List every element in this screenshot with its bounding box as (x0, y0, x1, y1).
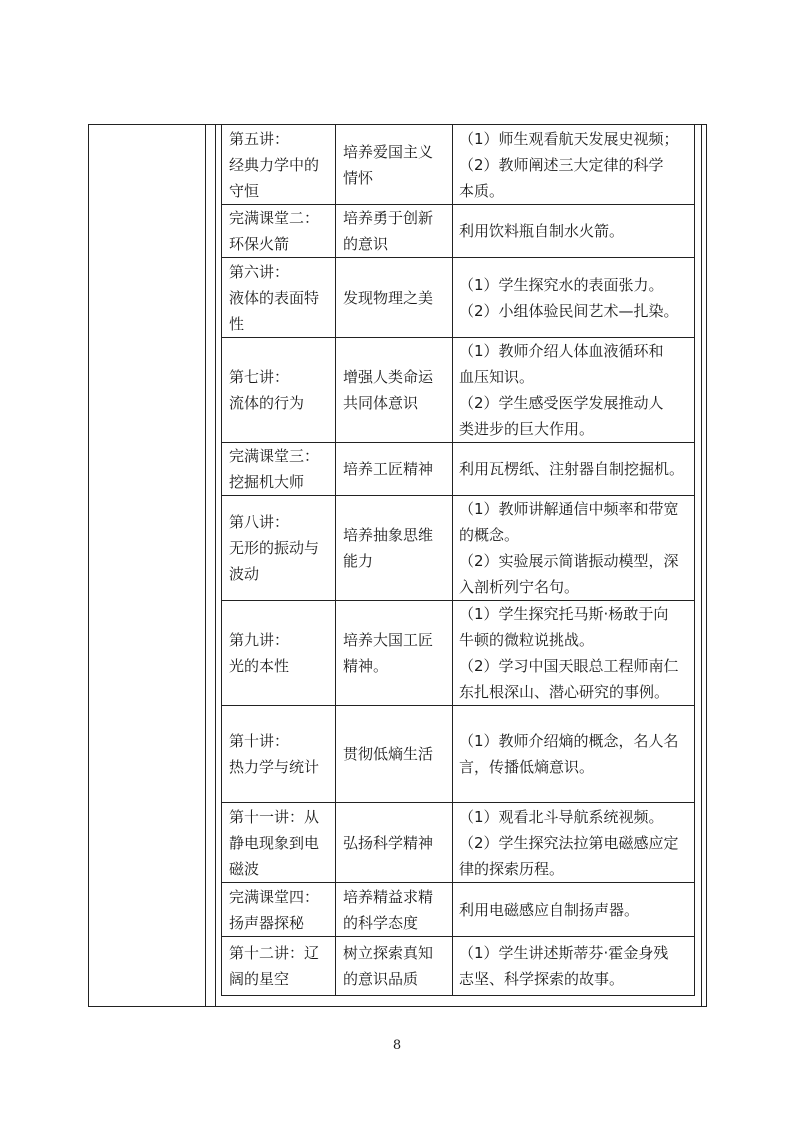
goal-cell-text-line: 能力 (343, 552, 374, 570)
lecture-cell-text-line: 第十讲： (229, 732, 290, 750)
outer-table-left-border (88, 124, 89, 1007)
goal-cell-text-line: 贯彻低熵生活 (343, 745, 434, 763)
lecture-cell-text-line: 热力学与统计 (229, 758, 320, 776)
lecture-cell (222, 706, 336, 803)
lecture-cell-text-line: 性 (229, 314, 245, 333)
lecture-cell (222, 443, 336, 496)
activity-cell (453, 205, 695, 258)
lecture-cell-text-line: 守恒 (229, 181, 260, 200)
goal-cell (336, 803, 453, 883)
outer-table-bottom-border (88, 1006, 707, 1007)
goal-cell-text-line: 增强人类命运 (343, 368, 434, 386)
lecture-cell-text-line: 阔的星空 (229, 970, 290, 988)
activity-cell-text-line: 牛顿的微粒说挑战。 (459, 631, 595, 649)
lecture-cell-text-line: 第十二讲：辽 (229, 944, 320, 962)
lecture-cell-text-line: 挖掘机大师 (229, 473, 305, 491)
activity-cell-text-line: （1）教师讲解通信中频率和带宽 (459, 500, 679, 518)
goal-cell-text-line: 培养抽象思维 (343, 526, 434, 544)
table-row (222, 803, 695, 883)
activity-cell-text-line: 利用瓦楞纸、注射器自制挖掘机。 (459, 460, 685, 478)
lecture-cell (222, 803, 336, 883)
lecture-cell-text-line: 完满课堂四： (229, 887, 320, 906)
outer-column-divider (205, 124, 206, 1007)
activity-cell-text-line: 东扎根深山、潜心研究的事例。 (459, 683, 670, 701)
activity-cell-text-line: （2）学生探究法拉第电磁感应定 (459, 833, 679, 852)
goal-cell (336, 601, 453, 706)
lecture-cell (222, 601, 336, 706)
goal-cell-text-line: 的意识品质 (343, 970, 419, 988)
lecture-cell (222, 338, 336, 443)
goal-cell (336, 706, 453, 803)
activity-cell (453, 706, 695, 803)
activity-cell-text-line: （1）学生探究水的表面张力。 (459, 275, 664, 294)
activity-cell (453, 496, 695, 601)
activity-cell (453, 937, 695, 996)
lecture-cell (222, 883, 336, 937)
table-row (222, 443, 695, 496)
table-row (222, 496, 695, 601)
goal-cell-text-line: 培养爱国主义 (343, 142, 434, 161)
goal-cell-text-line: 的意识 (343, 235, 389, 253)
page-number: 8 (392, 1038, 402, 1053)
goal-cell-text-line: 情怀 (343, 168, 374, 187)
lecture-cell (222, 496, 336, 601)
lecture-cell-text-line: 无形的振动与 (229, 539, 320, 557)
goal-cell (336, 496, 453, 601)
lecture-cell-text-line: 光的本性 (229, 657, 290, 675)
activity-cell-text-line: 本质。 (459, 181, 505, 200)
table-row (222, 338, 695, 443)
lecture-cell-text-line: 静电现象到电 (229, 833, 320, 852)
goal-cell-text-line: 培养大国工匠 (343, 631, 434, 649)
activity-cell-text-line: （2）学习中国天眼总工程师南仁 (459, 657, 679, 675)
goal-cell (336, 937, 453, 996)
activity-cell-text-line: （2）教师阐述三大定律的科学 (459, 155, 664, 174)
lecture-cell-text-line: 第六讲： (229, 262, 290, 281)
activity-cell (453, 258, 695, 338)
activity-cell-text-line: 利用饮料瓶自制水火箭。 (459, 222, 625, 240)
table-row (222, 937, 695, 996)
lecture-cell-text-line: 经典力学中的 (229, 155, 320, 174)
table-row (222, 706, 695, 803)
table-row (222, 601, 695, 706)
goal-cell-text-line: 的科学态度 (343, 913, 419, 932)
goal-cell (336, 338, 453, 443)
inner-cell-left-border (215, 124, 216, 1007)
activity-cell-text-line: 志坚、科学探索的故事。 (459, 970, 625, 988)
activity-cell-text-line: 言，传播低熵意识。 (459, 758, 595, 776)
lecture-cell (222, 205, 336, 258)
activity-cell-text-line: 的概念。 (459, 526, 520, 544)
goal-cell (336, 125, 453, 205)
table-row (222, 125, 695, 205)
activity-cell-text-line: 利用电磁感应自制扬声器。 (459, 900, 640, 919)
activity-cell-text-line: （1）教师介绍人体血液循环和 (459, 342, 664, 360)
activity-cell-text-line: （1）师生观看航天发展史视频； (459, 129, 679, 148)
lecture-cell-text-line: 完满课堂二： (229, 209, 320, 227)
goal-cell-text-line: 精神。 (343, 657, 389, 675)
goal-cell (336, 883, 453, 937)
lecture-cell-text-line: 波动 (229, 565, 260, 583)
goal-cell-text-line: 发现物理之美 (343, 288, 434, 307)
goal-cell-text-line: 培养勇于创新 (343, 209, 434, 227)
activity-cell-text-line: （2）小组体验民间艺术—扎染。 (459, 301, 679, 320)
outer-table-right-border (706, 124, 707, 1007)
goal-cell (336, 443, 453, 496)
activity-cell-text-line: （1）教师介绍熵的概念，名人名 (459, 732, 679, 750)
course-schedule-table (221, 124, 695, 996)
goal-cell-text-line: 共同体意识 (343, 394, 419, 412)
lecture-cell-text-line: 流体的行为 (229, 394, 305, 412)
goal-cell-text-line: 树立探索真知 (343, 944, 434, 962)
course-schedule-rows (222, 125, 695, 996)
inner-cell-right-border (701, 124, 702, 1007)
activity-cell (453, 601, 695, 706)
activity-cell-text-line: （1）观看北斗导航系统视频。 (459, 807, 664, 826)
lecture-cell-text-line: 第九讲： (229, 631, 290, 649)
lecture-cell-text-line: 液体的表面特 (229, 288, 320, 307)
activity-cell-text-line: 血压知识。 (459, 368, 535, 386)
activity-cell-text-line: 律的探索历程。 (459, 859, 565, 878)
table-row (222, 258, 695, 338)
activity-cell-text-line: （1）学生探究托马斯·杨敢于向 (459, 605, 669, 623)
activity-cell (453, 125, 695, 205)
activity-cell (453, 338, 695, 443)
lecture-cell-text-line: 扬声器探秘 (229, 913, 305, 932)
lecture-cell-text-line: 环保火箭 (229, 235, 290, 253)
lecture-cell-text-line: 磁波 (229, 859, 260, 878)
goal-cell-text-line: 培养精益求精 (343, 887, 434, 906)
activity-cell-text-line: 类进步的巨大作用。 (459, 420, 595, 438)
activity-cell-text-line: 入剖析列宁名句。 (459, 578, 580, 596)
lecture-cell-text-line: 第五讲： (229, 129, 290, 148)
lecture-cell (222, 125, 336, 205)
activity-cell (453, 883, 695, 937)
lecture-cell (222, 258, 336, 338)
lecture-cell-text-line: 完满课堂三： (229, 447, 320, 465)
lecture-cell-text-line: 第八讲： (229, 513, 290, 531)
goal-cell-text-line: 培养工匠精神 (343, 460, 434, 478)
activity-cell-text-line: （2）实验展示简谐振动模型，深 (459, 552, 679, 570)
goal-cell (336, 258, 453, 338)
lecture-cell-text-line: 第七讲： (229, 368, 290, 386)
lecture-cell (222, 937, 336, 996)
table-row (222, 883, 695, 937)
lecture-cell-text-line: 第十一讲：从 (229, 807, 320, 826)
goal-cell (336, 205, 453, 258)
table-row (222, 205, 695, 258)
activity-cell-text-line: （2）学生感受医学发展推动人 (459, 394, 664, 412)
goal-cell-text-line: 弘扬科学精神 (343, 833, 434, 852)
activity-cell-text-line: （1）学生讲述斯蒂芬·霍金身残 (459, 944, 669, 962)
activity-cell (453, 443, 695, 496)
activity-cell (453, 803, 695, 883)
